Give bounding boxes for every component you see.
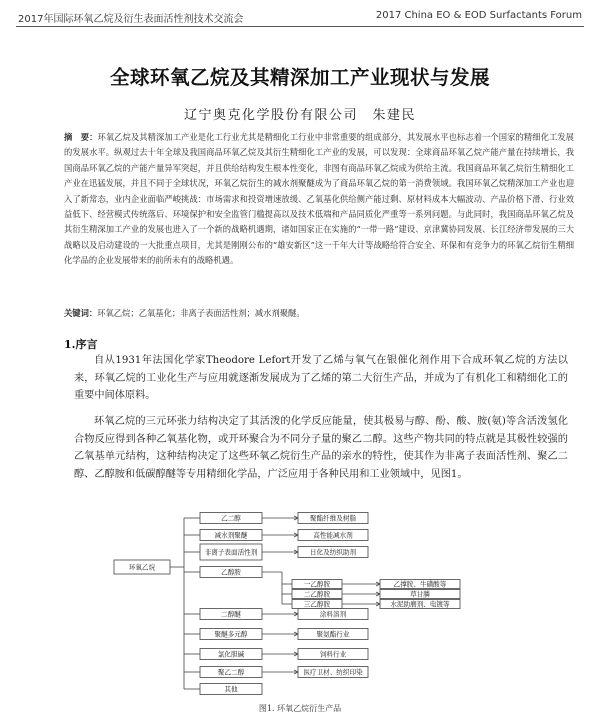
product-label: 减水剂聚醚: [214, 531, 248, 540]
use-label: 聚氨酯行业: [316, 630, 350, 639]
section-title: 1.序言: [64, 338, 98, 351]
header-left-text: 2017年国际环氧乙烷及衍生表面活性剂技术交流会: [18, 14, 244, 25]
keywords: [64, 307, 574, 319]
root-label: 环氧乙烷: [128, 563, 156, 572]
amine-label: 一乙醇胺: [303, 580, 331, 589]
section-paragraph-1: 自从1931年法国化学家Theodore Lefort开发了乙烯与氧气在银催化剂作用下合成环氧乙烷的方法以来，环氧乙烷的工业化生产与应用就逐渐发展成为了乙烯的第二大衍生产品，并成为了有机化工和精细化工的重要中间体原料。: [74, 355, 568, 401]
header-right-text: 2017 China EO & EOD Surfactants Forum: [375, 10, 582, 21]
use-label: 聚酯纤维及树脂: [309, 514, 357, 523]
keywords-text: 环氧乙烷；乙氧基化；非离子表面活性剂；减水剂聚醚。: [97, 308, 305, 318]
running-header: [16, 8, 584, 27]
use-label: 高性能减水剂: [313, 531, 353, 540]
product-label: 其他: [224, 685, 238, 694]
amine-label: 三乙醇胺: [303, 600, 331, 609]
use-label: 饲料行业: [319, 650, 347, 659]
section-paragraph-2: 环氧乙烷的三元环张力结构决定了其活泼的化学反应能量，使其极易与醇、酚、酸、胺(氨)等含活泼氢化合物反应得到各种乙氧基化物，或开环聚合为不同分子量的聚乙二醇。这些产物共同的特点就是其极性较强的乙氧基单元结构，这种结构决定了这些环氧乙烷衍生产品的亲水的特性，使其作为非离子表面活性剂、聚乙二醇、乙醇胺和低碳醇醚等专用精细化学品，广泛应用于各种民用和工业领域中，见图1。: [74, 416, 568, 480]
use-label: 涂料溶剂: [319, 610, 347, 619]
abstract-label: 摘 要：: [64, 132, 98, 142]
product-label: 乙醇胺: [221, 568, 241, 577]
paper-title: 全球环氧乙烷及其精深加工产业现状与发展: [109, 66, 490, 89]
amine-use-label: 乙撑胺、牛磺酸等: [393, 580, 447, 589]
abstract-text: 环氧乙烷及其精深加工产业是化工行业尤其是精细化工行业中非常重要的组成部分，其发展水平也标志着一个国家的精细化工发展的发展水平。纵观过去十年全球及我国商品环氧乙烷及其衍生精细化工产业的发展，可以发现：全球商品环氧乙烷产能产量在持续增长，我国商品环氧乙烷的产能产量异军突起，并且供给结构发生根本性变化，非图有商品环氧乙烷成为供给主流。我国商品环氧乙烷衍生精细化工产业在迅猛发展，并且不同于全球状况，环氧乙烷衍生的减水剂聚醚成为了商品环氧乙烷的第一消费领域。我国环氧乙烷精深加工产业也迎入了新常态，业内企业面临严峻挑战：市场需求和投资增速放缓、乙氧基化供给侧产能过剩、原材料成本大幅波动、产品价格下滑、行业效益低下、经营模式传统落后、环境保护和安全监管门槛提高以及技术低端和产品同质化严重等一系列问题。与此同时，我国商品环氧乙烷及其衍生精深加工产业的发展也进入了一个新的战略机遇期，诸如国家正在实施的“一带一路”建设、京津冀协同发展、长江经济带发展的三大战略以及启动建设的一大批重点项目，尤其是刚刚公布的“雄安新区”这一千年大计等战略给符合安全、环保和有竞争力的环氧乙烷衍生精细化学品的企业发展带来的前所未有的战略机遇。: [64, 132, 574, 266]
keywords-label: 关键词：: [64, 308, 98, 318]
use-label: 医疗卫材、纺织印染: [303, 668, 363, 677]
product-label: 二醇醚: [221, 610, 241, 619]
product-label: 乙二醇: [221, 514, 241, 523]
product-label: 聚醚多元醇: [214, 630, 248, 639]
amine-use-label: 草甘膦: [410, 590, 430, 599]
product-label: 氯化胆碱: [217, 650, 245, 659]
author-affiliation: 辽宁奥克化学股份有限公司 朱建民: [183, 108, 416, 123]
amine-use-label: 水泥助磨剂、电镀等: [390, 600, 450, 609]
amine-label: 二乙醇胺: [303, 590, 331, 599]
product-label: 非离子表面活性剂: [204, 548, 258, 557]
product-label: 聚乙二醇: [217, 668, 245, 677]
figure-caption: 图1. 环氧乙烷衍生产品: [258, 704, 342, 713]
figure-diagram: [112, 508, 492, 700]
use-label: 日化及纺织助剂: [309, 548, 357, 557]
abstract: [64, 130, 574, 269]
